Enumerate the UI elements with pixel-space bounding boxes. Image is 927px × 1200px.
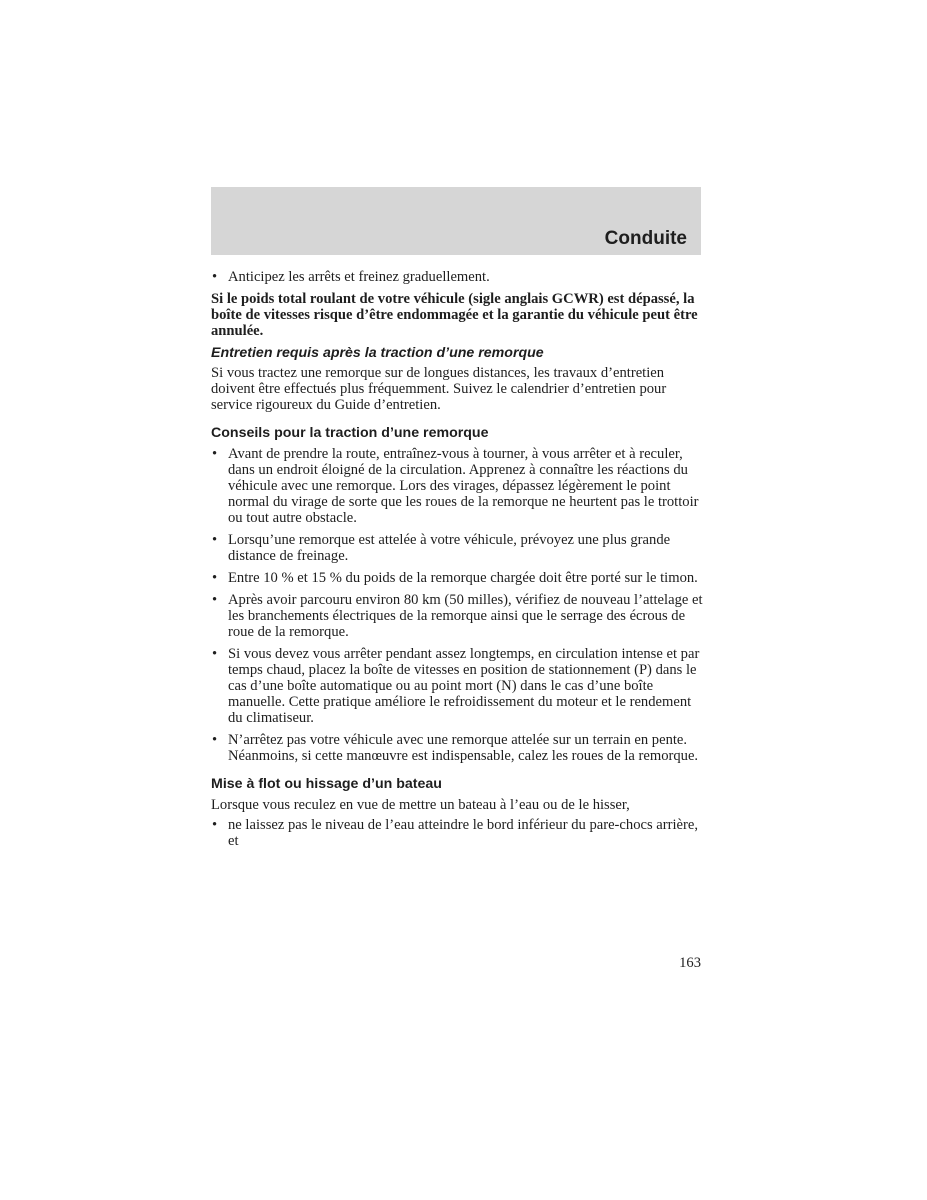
- bullet-icon: •: [212, 269, 218, 285]
- maintenance-body: Si vous tractez une remorque sur de longues distances, les travaux d’entretien doivent être effectués plus fréquemment. Suivez le calendrier d’entretien pour service rigoureux du Guide d’entretien.: [211, 365, 667, 413]
- list-item: [211, 646, 703, 726]
- page-content: [211, 269, 703, 855]
- bullet-icon: •: [212, 532, 218, 548]
- list-item: [211, 570, 703, 586]
- bullet-icon: •: [212, 646, 218, 662]
- list-item: [211, 446, 703, 526]
- list-item-text: Avant de prendre la route, entraînez-vous à tourner, à vous arrêter et à reculer, dans un endroit éloigné de la circulation. Apprenez à connaître les réactions du véhicule avec une remorque. Lors des virages, dépassez légèrement le point normal du virage de sorte que les roues de la remorque ne heurtent pas le trottoir ou tout autre obstacle.: [228, 446, 699, 526]
- heading-tips: Conseils pour la traction d’une remorque: [211, 425, 489, 441]
- list-item-text: Lorsqu’une remorque est attelée à votre véhicule, prévoyez une plus grande distance de freinage.: [228, 532, 671, 564]
- bullet-icon: •: [212, 446, 218, 462]
- heading-boat: Mise à flot ou hissage d’un bateau: [211, 776, 442, 792]
- list-item: [211, 732, 703, 764]
- bullet-icon: •: [212, 592, 218, 608]
- list-item-text: ne laissez pas le niveau de l’eau atteindre le bord inférieur du pare-chocs arrière, et: [228, 817, 699, 849]
- list-item-text: Anticipez les arrêts et freinez graduellement.: [228, 269, 490, 285]
- list-item: [211, 532, 703, 564]
- list-item: [211, 817, 703, 849]
- page-number: 163: [679, 955, 701, 971]
- bullet-icon: •: [212, 570, 218, 586]
- list-item-text: N’arrêtez pas votre véhicule avec une remorque attelée sur un terrain en pente. Néanmoins, si cette manœuvre est indispensable, calez les roues de la remorque.: [228, 732, 699, 764]
- list-item-text: Après avoir parcouru environ 80 km (50 milles), vérifiez de nouveau l’attelage et les branchements électriques de la remorque ainsi que le serrage des écrous de roue de la remorque.: [228, 592, 703, 640]
- list-item-text: Si vous devez vous arrêter pendant assez longtemps, en circulation intense et par temps chaud, placez la boîte de vitesses en position de stationnement (P) dans le cas d’une boîte automatique ou au point mort (N) dans le cas d’une boîte manuelle. Cette pratique améliore le refroidissement du moteur et le rendement du climatiseur.: [228, 646, 700, 726]
- bullet-icon: •: [212, 732, 218, 748]
- list-item-text: Entre 10 % et 15 % du poids de la remorque chargée doit être porté sur le timon.: [228, 570, 698, 586]
- boat-body: Lorsque vous reculez en vue de mettre un bateau à l’eau ou de le hisser,: [211, 797, 630, 813]
- bullet-icon: •: [212, 817, 218, 833]
- warning-text: Si le poids total roulant de votre véhicule (sigle anglais GCWR) est dépassé, la boîte de vitesses risque d’être endommagée et la garantie du véhicule peut être annulée.: [211, 291, 698, 339]
- section-header-band: [211, 187, 701, 255]
- section-title: Conduite: [604, 228, 687, 249]
- list-item: [211, 592, 703, 640]
- heading-maintenance: Entretien requis après la traction d’une remorque: [211, 345, 544, 361]
- list-item: [211, 269, 703, 285]
